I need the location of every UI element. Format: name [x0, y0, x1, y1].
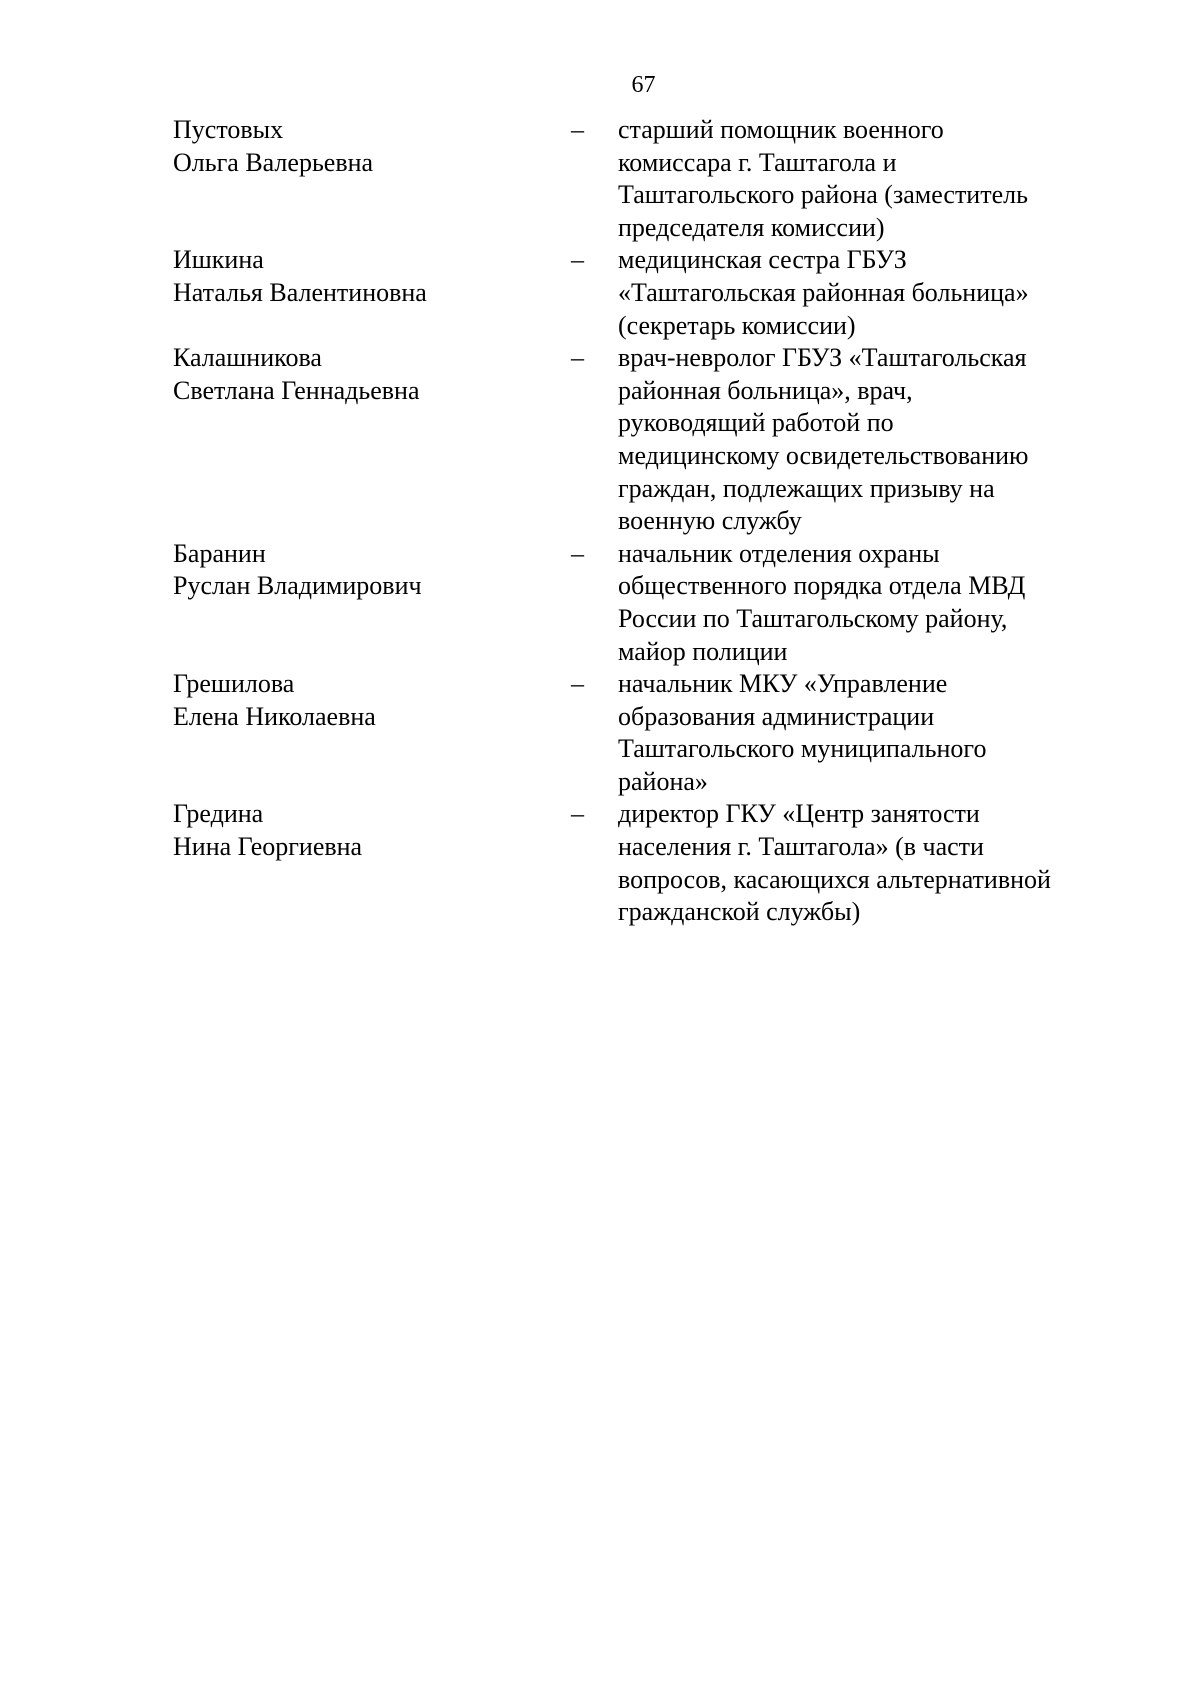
- role-line: начальник отделения охраны: [618, 538, 940, 568]
- role-line: Таштагольского муниципального: [618, 734, 987, 764]
- role-line: населения г. Таштагола» (в части: [618, 832, 984, 862]
- member-entry: [173, 668, 1123, 798]
- member-name: [173, 244, 571, 309]
- dash-separator: –: [571, 799, 584, 829]
- member-entry: [173, 244, 1123, 342]
- role-line: начальник МКУ «Управление: [618, 669, 948, 699]
- dash-separator: –: [571, 245, 584, 275]
- role-line: медицинская сестра ГБУЗ: [618, 245, 907, 275]
- role-line: (секретарь комиссии): [618, 310, 856, 340]
- role-line: района»: [618, 766, 708, 796]
- role-line: директор ГКУ «Центр занятости: [618, 799, 980, 829]
- member-given-names: Ольга Валерьевна: [173, 147, 374, 177]
- member-surname: Баранин: [173, 538, 266, 568]
- member-entry: [173, 798, 1123, 928]
- member-surname: Грешилова: [173, 669, 295, 699]
- member-surname: Ишкина: [173, 245, 264, 275]
- commission-members-list: [173, 114, 1123, 929]
- dash-separator: –: [571, 115, 584, 144]
- member-name: [173, 114, 571, 179]
- member-given-names: Нина Георгиевна: [173, 832, 363, 862]
- role-line: вопросов, касающихся альтернативной: [618, 864, 1051, 894]
- role-line: председателя комиссии): [618, 212, 885, 242]
- member-given-names: Елена Николаевна: [173, 701, 376, 731]
- member-name: [173, 798, 571, 863]
- member-role: [618, 342, 1123, 538]
- role-line: комиссара г. Таштагола и: [618, 147, 897, 177]
- member-name: [173, 342, 571, 407]
- member-name: [173, 538, 571, 603]
- member-given-names: Руслан Владимирович: [173, 571, 422, 601]
- role-line: военную службу: [618, 506, 802, 536]
- dash-separator: –: [571, 343, 584, 373]
- page-number: 67: [631, 72, 656, 98]
- dash-separator: –: [571, 669, 584, 699]
- member-given-names: Наталья Валентиновна: [173, 277, 427, 307]
- role-line: «Таштагольская районная больница»: [618, 277, 1029, 307]
- member-role: [618, 538, 1123, 668]
- member-role: [618, 244, 1123, 342]
- role-line: медицинскому освидетельствованию: [618, 440, 1029, 470]
- member-given-names: Светлана Геннадьевна: [173, 375, 420, 405]
- dash-separator: –: [571, 538, 584, 568]
- role-line: гражданской службы): [618, 897, 861, 927]
- role-line: граждан, подлежащих призыву на: [618, 473, 995, 503]
- member-entry: [173, 342, 1123, 538]
- member-entry: [173, 114, 1123, 244]
- member-surname: Калашникова: [173, 343, 322, 373]
- member-surname: Гредина: [173, 799, 264, 829]
- role-line: районная больница», врач,: [618, 375, 913, 405]
- role-line: России по Таштагольскому району,: [618, 603, 1008, 633]
- role-line: старший помощник военного: [618, 115, 944, 144]
- member-name: [173, 668, 571, 733]
- member-role: [618, 798, 1123, 928]
- role-line: майор полиции: [618, 636, 788, 666]
- role-line: руководящий работой по: [618, 408, 894, 438]
- role-line: общественного порядка отдела МВД: [618, 571, 1026, 601]
- role-line: образования администрации: [618, 701, 935, 731]
- member-role: [618, 668, 1123, 798]
- member-entry: [173, 538, 1123, 668]
- member-surname: Пустовых: [173, 115, 284, 144]
- member-role: [618, 114, 1123, 244]
- role-line: врач-невролог ГБУЗ «Таштагольская: [618, 343, 1027, 373]
- role-line: Таштагольского района (заместитель: [618, 180, 1028, 210]
